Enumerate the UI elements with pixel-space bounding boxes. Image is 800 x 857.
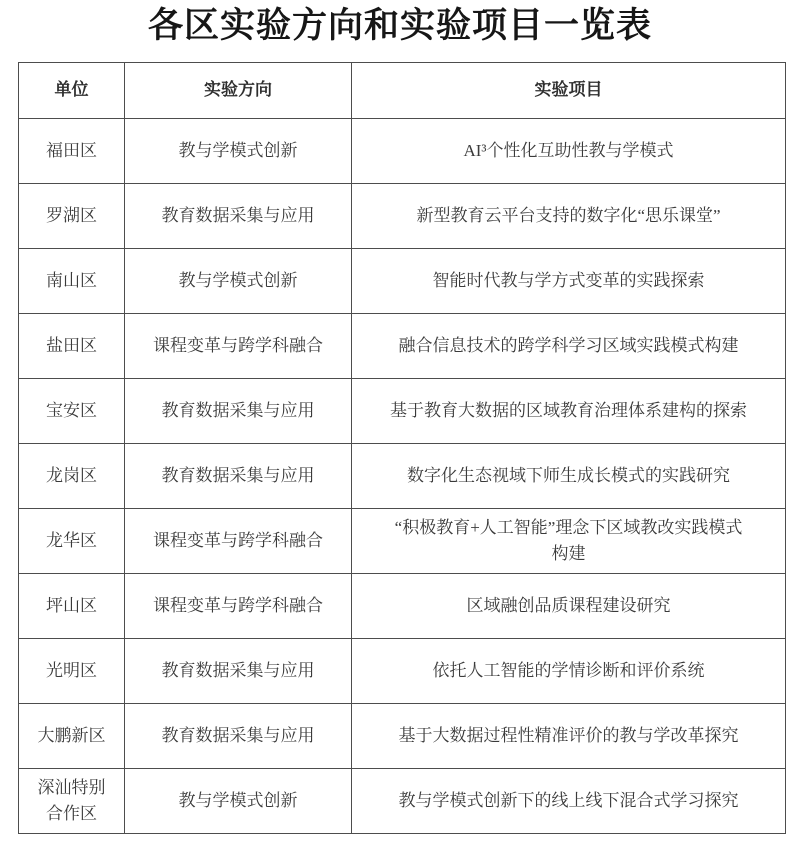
table-row — [19, 769, 786, 834]
direction-cell: 教育数据采集与应用 — [125, 639, 352, 704]
table-row — [19, 639, 786, 704]
unit-cell: 宝安区 — [19, 379, 125, 444]
unit-cell: 罗湖区 — [19, 184, 125, 249]
table-row — [19, 249, 786, 314]
project-cell: 数字化生态视域下师生成长模式的实践研究 — [352, 444, 786, 509]
header-unit: 单位 — [19, 63, 125, 119]
project-cell: AI³个性化互助性教与学模式 — [352, 119, 786, 184]
direction-cell: 教与学模式创新 — [125, 119, 352, 184]
direction-cell: 课程变革与跨学科融合 — [125, 509, 352, 574]
project-cell: 融合信息技术的跨学科学习区域实践模式构建 — [352, 314, 786, 379]
project-cell: 基于教育大数据的区域教育治理体系建构的探索 — [352, 379, 786, 444]
direction-cell: 教与学模式创新 — [125, 249, 352, 314]
header-direction: 实验方向 — [125, 63, 352, 119]
unit-cell: 坪山区 — [19, 574, 125, 639]
table-row — [19, 119, 786, 184]
unit-cell: 盐田区 — [19, 314, 125, 379]
table-row — [19, 314, 786, 379]
table-row — [19, 574, 786, 639]
header-project: 实验项目 — [352, 63, 786, 119]
project-cell: “积极教育+人工智能”理念下区域教改实践模式构建 — [352, 509, 786, 574]
direction-cell: 教与学模式创新 — [125, 769, 352, 834]
unit-cell: 大鹏新区 — [19, 704, 125, 769]
direction-cell: 课程变革与跨学科融合 — [125, 314, 352, 379]
unit-cell: 龙华区 — [19, 509, 125, 574]
unit-cell: 福田区 — [19, 119, 125, 184]
unit-cell: 龙岗区 — [19, 444, 125, 509]
experiments-table — [18, 62, 786, 834]
project-cell: 新型教育云平台支持的数字化“思乐课堂” — [352, 184, 786, 249]
project-cell: 依托人工智能的学情诊断和评价系统 — [352, 639, 786, 704]
direction-cell: 教育数据采集与应用 — [125, 184, 352, 249]
unit-cell: 南山区 — [19, 249, 125, 314]
project-cell: 智能时代教与学方式变革的实践探索 — [352, 249, 786, 314]
unit-cell: 深汕特别合作区 — [19, 769, 125, 834]
table-row — [19, 444, 786, 509]
page-title: 各区实验方向和实验项目一览表 — [147, 6, 652, 45]
table-row — [19, 379, 786, 444]
unit-cell: 光明区 — [19, 639, 125, 704]
table-row — [19, 184, 786, 249]
direction-cell: 教育数据采集与应用 — [125, 444, 352, 509]
project-cell: 区域融创品质课程建设研究 — [352, 574, 786, 639]
direction-cell: 课程变革与跨学科融合 — [125, 574, 352, 639]
direction-cell: 教育数据采集与应用 — [125, 379, 352, 444]
table-row — [19, 509, 786, 574]
direction-cell: 教育数据采集与应用 — [125, 704, 352, 769]
header-row — [19, 63, 786, 119]
project-cell: 基于大数据过程性精准评价的教与学改革探究 — [352, 704, 786, 769]
project-cell: 教与学模式创新下的线上线下混合式学习探究 — [352, 769, 786, 834]
table-row — [19, 704, 786, 769]
